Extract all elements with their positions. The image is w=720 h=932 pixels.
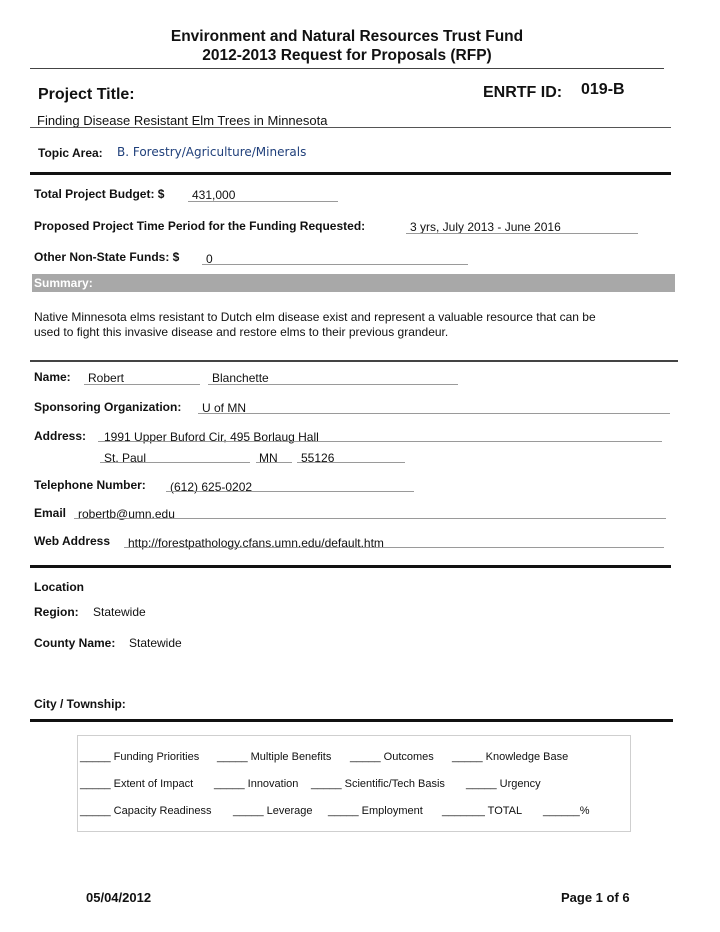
header-divider [30, 68, 664, 69]
score-knowledge-base: _____ Knowledge Base [452, 751, 569, 763]
project-title-value: Finding Disease Resistant Elm Trees in Minnesota [37, 113, 328, 128]
state-value: MN [259, 451, 278, 465]
web-address-value: http://forestpathology.cfans.umn.edu/default.htm [128, 536, 384, 550]
form-title-line2: 2012-2013 Request for Proposals (RFP) [202, 47, 492, 64]
county-value: Statewide [129, 636, 182, 650]
sponsoring-org-underline [198, 413, 670, 414]
telephone-value: (612) 625-0202 [170, 480, 253, 494]
score-funding-priorities: _____ Funding Priorities [80, 751, 200, 763]
last-name-value: Blanchette [212, 371, 269, 385]
score-extent-of-impact: _____ Extent of Impact [80, 778, 194, 790]
score-multiple-benefits: _____ Multiple Benefits [217, 751, 332, 763]
total-budget-value: 431,000 [192, 188, 236, 202]
location-divider [30, 719, 673, 722]
footer-page-number: Page 1 of 6 [561, 890, 630, 905]
email-value: robertb@umn.edu [78, 507, 175, 521]
address-line-value: 1991 Upper Buford Cir, 495 Borlaug Hall [104, 430, 319, 444]
contact-divider [30, 565, 671, 568]
state-underline [256, 462, 292, 463]
title-divider [30, 127, 671, 128]
first-name-value: Robert [88, 371, 125, 385]
form-title-line1: Environment and Natural Resources Trust Fund [170, 28, 524, 45]
time-period-label: Proposed Project Time Period for the Funding Requested: [34, 219, 366, 233]
topic-area-value: B. Forestry/Agriculture/Minerals [117, 145, 307, 159]
enrtf-id-value: 019-B [581, 81, 625, 98]
city-underline [100, 462, 250, 463]
address-label: Address: [34, 429, 87, 443]
project-title-label: Project Title: [38, 86, 135, 103]
score-scientific-tech-basis: _____ Scientific/Tech Basis [311, 778, 445, 790]
summary-bar [32, 274, 675, 292]
total-budget-label: Total Project Budget: $ [34, 187, 165, 201]
telephone-underline [166, 491, 414, 492]
sponsoring-org-value: U of MN [202, 401, 247, 415]
region-value: Statewide [93, 605, 146, 619]
summary-label: Summary: [34, 276, 93, 290]
email-underline [74, 518, 666, 519]
city-township-label: City / Township: [34, 697, 126, 711]
sponsoring-org-label: Sponsoring Organization: [34, 400, 182, 414]
score-leverage: _____ Leverage [233, 805, 313, 817]
name-label: Name: [34, 370, 71, 384]
other-funds-value: 0 [206, 252, 213, 266]
first-name-underline [84, 384, 200, 385]
score-percent: ______% [543, 805, 590, 817]
score-innovation: _____ Innovation [214, 778, 299, 790]
region-label: Region: [34, 605, 79, 619]
web-address-label: Web Address [34, 534, 111, 548]
time-period-value: 3 yrs, July 2013 - June 2016 [410, 220, 561, 234]
score-employment: _____ Employment [328, 805, 423, 817]
email-label: Email [34, 506, 67, 520]
zip-value: 55126 [301, 451, 335, 465]
score-total: _______ TOTAL [442, 805, 523, 817]
score-urgency: _____ Urgency [466, 778, 541, 790]
time-period-underline [406, 233, 638, 234]
city-value: St. Paul [104, 451, 147, 465]
web-address-underline [124, 547, 664, 548]
other-funds-underline [202, 264, 468, 265]
score-capacity-readiness: _____ Capacity Readiness [80, 805, 212, 817]
last-name-underline [208, 384, 458, 385]
address-underline [98, 441, 662, 442]
zip-underline [297, 462, 405, 463]
location-heading: Location [34, 580, 84, 594]
summary-line2: used to fight this invasive disease and restore elms to their previous grandeur. [34, 325, 449, 339]
summary-line1: Native Minnesota elms resistant to Dutch elm disease exist and represent a valuable resource that can be [34, 310, 596, 324]
topic-divider [30, 172, 671, 175]
score-outcomes: _____ Outcomes [350, 751, 434, 763]
county-label: County Name: [34, 636, 116, 650]
footer-date: 05/04/2012 [86, 890, 152, 905]
total-budget-underline [188, 201, 338, 202]
summary-divider [30, 360, 678, 362]
other-funds-label: Other Non-State Funds: $ [34, 250, 180, 264]
telephone-label: Telephone Number: [34, 478, 146, 492]
topic-area-label: Topic Area: [38, 146, 103, 160]
enrtf-id-label: ENRTF ID: [483, 84, 563, 101]
